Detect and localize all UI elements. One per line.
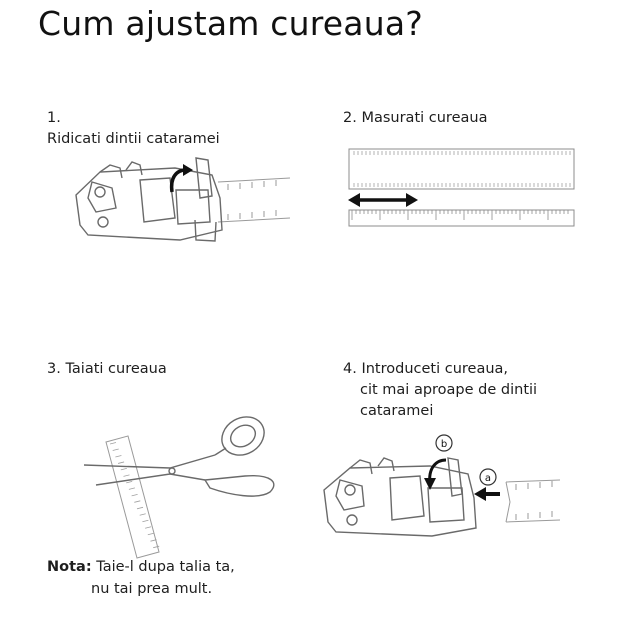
note-line-1: Taie-l dupa talia ta, [96,559,235,575]
step-2-text: Masurati cureaua [361,110,488,126]
step-1-number: 1. [47,110,61,126]
step-1-text: Ridicati dintii cataramei [47,131,220,147]
note-line-2: nu tai prea mult. [91,581,213,597]
inserted-strap [506,480,560,522]
note-label: Nota: [47,559,92,575]
step-2-number: 2. [343,110,357,126]
step-4-line-2: cit mai aproape de dintii [360,382,538,398]
step-4-line-1: Introduceti cureaua, [361,361,509,377]
marker-b: b [440,439,448,450]
page-title: Cum ajustam cureaua? [38,4,423,43]
step-4-number: 4. [343,361,357,377]
step-3-number: 3. [47,361,61,377]
buckle-drawing-step-4 [324,458,476,536]
step-a-arrow-head-icon [474,487,486,501]
step-4-line-3: cataramei [360,403,434,419]
marker-a: a [484,473,492,484]
step-3-text: Taiati cureaua [65,361,167,377]
